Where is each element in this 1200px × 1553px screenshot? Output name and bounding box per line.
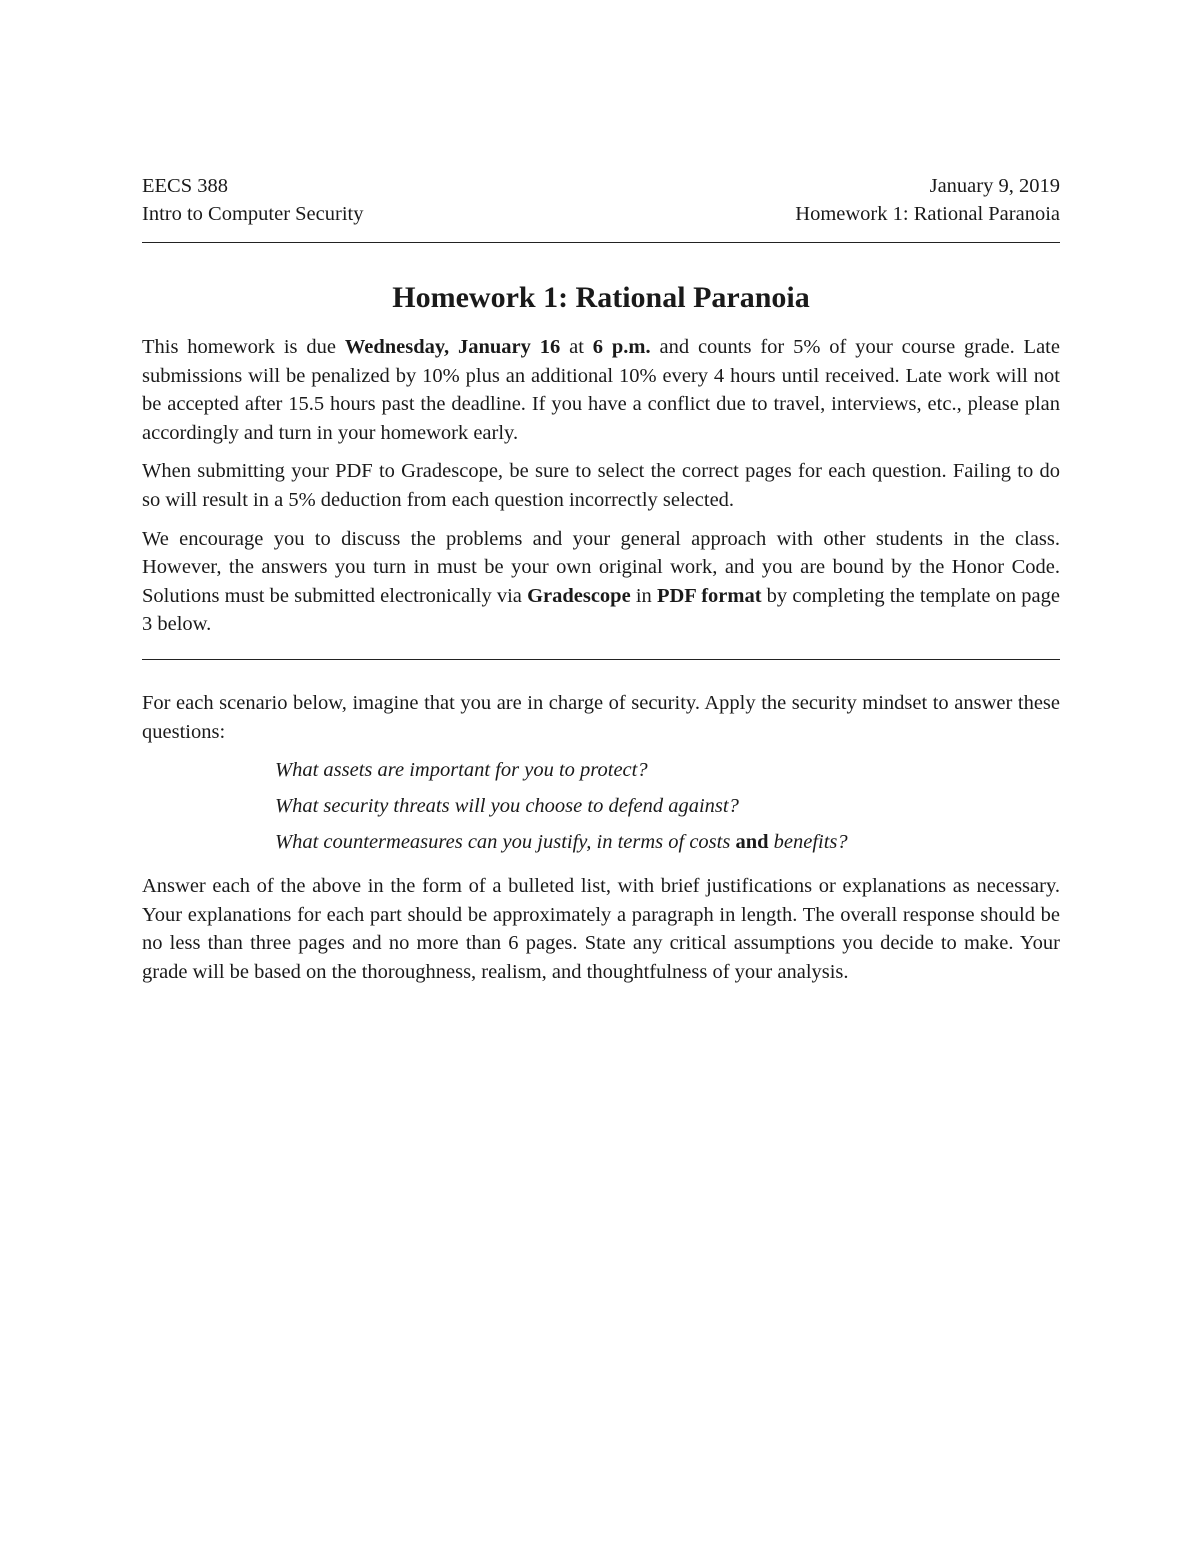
course-name: Intro to Computer Security [142,203,364,225]
question-threats: What security threats will you choose to defend against? [275,795,739,818]
header-date: January 9, 2019 [929,175,1060,197]
question-countermeasures: What countermeasures can you justify, in terms of costs and benefits? [275,831,848,854]
due-day: Wednesday, January 16 [344,336,561,358]
assignment-name: Homework 1: Rational Paranoia [795,203,1060,225]
header-divider [142,242,1060,243]
header-row-2 [142,200,1060,228]
due-paragraph: This homework is due Wednesday, January 16 at 6 p.m. and counts for 5% of your course grade. Late submissions will be penalized by 10% plus an additional 10% every 4 hours until received. Late work will not be accepted after 15.5 hours past the deadline. If you have a conflict due to travel, interviews, etc., please plan accordingly and turn in your homework early. [142,336,1060,444]
format-name: PDF format [656,584,762,607]
course-code: EECS 388 [142,175,228,197]
document-title: Homework 1: Rational Paranoia [392,281,810,314]
section-divider [142,659,1060,660]
due-time: 6 p.m. [592,336,651,358]
platform-name: Gradescope [527,584,631,607]
emphasis-and: and [735,831,769,854]
gradescope-paragraph: When submitting your PDF to Gradescope, be sure to select the correct pages for each question. Failing to do so will result in a 5% deduction from each question incorrectly selected. [142,460,1060,511]
guiding-questions [275,756,1060,856]
document-page [142,172,1060,997]
question-assets: What assets are important for you to protect? [275,759,648,782]
header-row-1 [142,172,1060,200]
instructions-paragraph: Answer each of the above in the form of a bulleted list, with brief justifications or explanations as necessary. Your explanations for each part should be approximately a paragraph in length. The overall response should be no less than three pages and no more than 6 pages. State any critical assumptions you decide to make. Your grade will be based on the thoroughness, realism, and thoughtfulness of your analysis. [142,875,1060,983]
honor-code-paragraph: We encourage you to discuss the problems and your general approach with other students in the class. However, the answers you turn in must be your own original work, and you are bound by the Honor Code. Solutions must be submitted electronically via Gradescope in PDF format by completing the template on page 3 below. [142,527,1061,636]
scenario-lead-paragraph: For each scenario below, imagine that you are in charge of security. Apply the security mindset to answer these questions: [142,691,1060,743]
